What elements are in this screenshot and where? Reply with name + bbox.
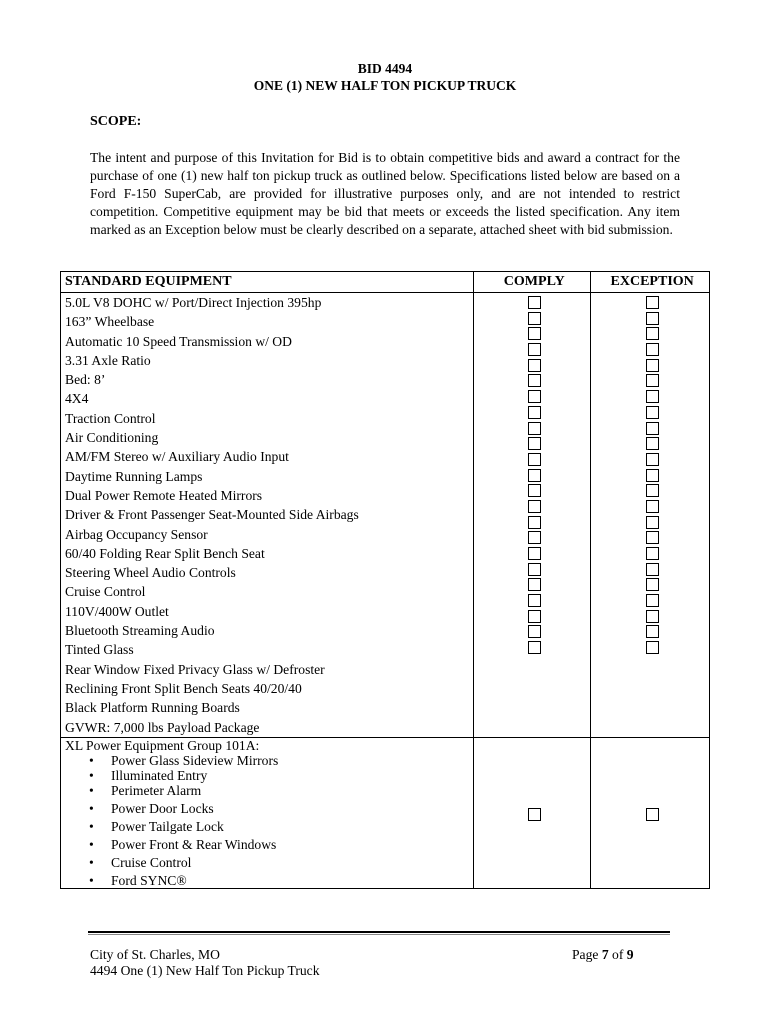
comply-checkbox[interactable] [528,500,541,513]
footer-city: City of St. Charles, MO [90,947,220,962]
comply-column [474,293,591,738]
page-prefix: Page [572,947,602,962]
equipment-item: Dual Power Remote Heated Mirrors [65,487,263,503]
comply-checkbox[interactable] [528,578,541,591]
footer-left [90,947,320,979]
equipment-item: 110V/400W Outlet [65,603,169,619]
comply-checkbox[interactable] [528,437,541,450]
exception-checkbox[interactable] [646,312,659,325]
group-list-item: • Illuminated Entry [111,768,473,783]
comply-checkbox[interactable] [528,343,541,356]
equipment-item: Cruise Control [65,584,146,600]
equipment-item: Reclining Front Split Bench Seats 40/20/40 [65,680,302,696]
comply-checkbox[interactable] [528,531,541,544]
exception-checkbox[interactable] [646,359,659,372]
comply-checkbox[interactable] [528,327,541,340]
standard-items-list [61,293,474,738]
exception-checkbox[interactable] [646,390,659,403]
exception-checkbox[interactable] [646,453,659,466]
exception-checkbox[interactable] [646,422,659,435]
exception-checkbox[interactable] [646,374,659,387]
equipment-item: 4X4 [65,391,89,407]
exception-checkbox[interactable] [646,594,659,607]
equipment-item: Driver & Front Passenger Seat-Mounted Side Airbags [65,507,359,523]
comply-checkbox[interactable] [528,484,541,497]
page-total: 9 [626,947,634,962]
exception-checkbox[interactable] [646,516,659,529]
exception-checkbox[interactable] [646,625,659,638]
equipment-item: Bed: 8’ [65,372,106,388]
group-list-item: • Cruise Control [111,855,473,870]
table-header-row [61,272,710,293]
exception-checkbox[interactable] [646,327,659,340]
exception-checkbox[interactable] [646,406,659,419]
group-comply-cell [474,737,591,888]
page-of: of [608,947,627,962]
equipment-item: Black Platform Running Boards [65,700,240,716]
group-list-item: • Perimeter Alarm [111,783,473,798]
exception-checkbox[interactable] [646,641,659,654]
comply-checkbox[interactable] [528,406,541,419]
exception-checkbox[interactable] [646,437,659,450]
document-subtitle: ONE (1) NEW HALF TON PICKUP TRUCK [253,78,517,93]
equipment-item: Air Conditioning [65,430,159,446]
equipment-item: Airbag Occupancy Sensor [65,526,208,542]
equipment-item: Rear Window Fixed Privacy Glass w/ Defroster [65,661,325,677]
comply-checkbox[interactable] [528,563,541,576]
exception-column [591,293,710,738]
equipment-item: Bluetooth Streaming Audio [65,623,215,639]
comply-checkbox[interactable] [528,359,541,372]
scope-heading: SCOPE: [90,114,142,129]
group-item-list [65,753,473,888]
comply-checkbox[interactable] [528,374,541,387]
equipment-item: 3.31 Axle Ratio [65,352,151,368]
exception-checkbox[interactable] [646,296,659,309]
exception-checkbox[interactable] [646,610,659,623]
exception-checkbox[interactable] [646,547,659,560]
comply-checkbox[interactable] [528,296,541,309]
comply-checkbox[interactable] [528,312,541,325]
equipment-item: 5.0L V8 DOHC w/ Port/Direct Injection 395hp [65,295,322,310]
exception-checkbox[interactable] [646,578,659,591]
footer-rule [88,931,670,933]
comply-checkbox[interactable] [528,625,541,638]
equipment-table [60,271,710,889]
equipment-item: Steering Wheel Audio Controls [65,565,236,581]
exception-checkbox[interactable] [646,469,659,482]
comply-checkbox[interactable] [528,594,541,607]
standard-items-row [61,293,710,738]
comply-checkbox[interactable] [528,641,541,654]
group-row [61,737,710,888]
group-list-item: • Power Front & Rear Windows [111,837,473,852]
group-list-item: • Ford SYNC® [111,873,473,888]
footer-doc-title: 4494 One (1) New Half Ton Pickup Truck [90,963,320,978]
group-cell [61,737,474,888]
equipment-item: Traction Control [65,410,156,426]
comply-checkbox[interactable] [528,390,541,403]
comply-checkbox[interactable] [528,547,541,560]
comply-checkbox[interactable] [528,610,541,623]
scope-paragraph: The intent and purpose of this Invitation for Bid is to obtain competitive bids and award a contract for the purchase of one (1) new half ton pickup truck as outlined below. Specifications listed below are based on a Ford F-150 SuperCab, are provided for illustrative purposes only, and are not intended to restrict competition. Competitive equipment may be bid that meets or exceeds the listed specification. Any item marked as an Exception below must be clearly described on a separate, attached sheet with bid submission. [90,150,680,237]
comply-checkbox[interactable] [528,516,541,529]
equipment-item: Daytime Running Lamps [65,468,203,484]
exception-checkbox[interactable] [646,484,659,497]
footer-rule-shadow [88,934,670,935]
exception-checkbox[interactable] [646,500,659,513]
group-exception-cell [591,737,710,888]
equipment-item: 163” Wheelbase [65,314,155,330]
group-list-item: • Power Glass Sideview Mirrors [111,753,473,768]
header-exception: EXCEPTION [591,272,710,293]
group-list-item: • Power Door Locks [111,801,473,816]
group-comply-checkbox[interactable] [528,808,541,821]
exception-checkbox[interactable] [646,343,659,356]
comply-checkbox[interactable] [528,469,541,482]
equipment-item: Tinted Glass [65,642,134,658]
header-comply: COMPLY [474,272,591,293]
group-title: XL Power Equipment Group 101A: [65,737,260,753]
page-number [572,947,634,963]
comply-checkbox[interactable] [528,422,541,435]
header-standard-equipment: STANDARD EQUIPMENT [61,272,474,293]
comply-checkbox[interactable] [528,453,541,466]
bid-number: BID 4494 [357,61,413,76]
equipment-item: GVWR: 7,000 lbs Payload Package [65,719,260,735]
equipment-item: AM/FM Stereo w/ Auxiliary Audio Input [65,449,289,465]
equipment-item: 60/40 Folding Rear Split Bench Seat [65,545,265,561]
exception-checkbox[interactable] [646,563,659,576]
exception-checkbox[interactable] [646,531,659,544]
equipment-item: Automatic 10 Speed Transmission w/ OD [65,333,292,349]
group-list-item: • Power Tailgate Lock [111,819,473,834]
page-current: 7 [601,947,609,962]
group-exception-checkbox[interactable] [646,808,659,821]
